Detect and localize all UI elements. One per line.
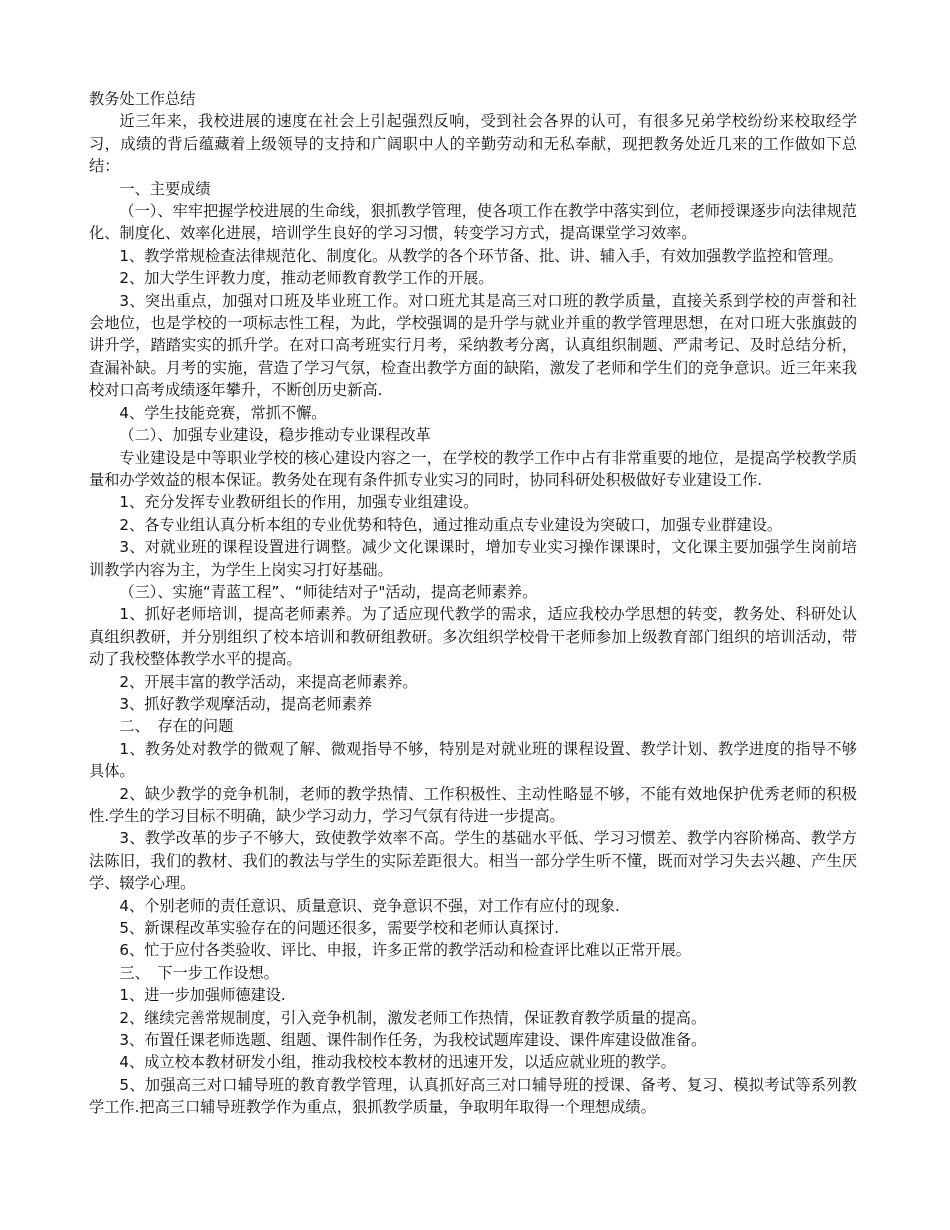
subsection-heading-2: （二）、加强专业建设，稳步推动专业课程改革 [119, 426, 431, 445]
paragraph-professional-construction: 专业建设是中等职业学校的核心建设内容之一，在学校的教学工作中占有非常重要的地位，是提高学校教学质量和办学效益的根本保证。教务处在现有条件抓专业实习的同时，协同科研处积极做好专业建设工作. [89, 448, 857, 489]
subsection-heading-3: （三）、实施“青蓝工程”、“师徒结对子"活动，提高老师素养。 [119, 582, 538, 601]
list-item: 6、忙于应付各类验收、评比、申报，许多正常的教学活动和检查评比难以正常开展。 [119, 941, 691, 960]
list-item: 1、教务处对教学的微观了解、微观指导不够，特别是对就业班的课程设置、教学计划、教学进度的指导不够具体。 [89, 739, 857, 781]
list-item: 2、加大学生评教力度，推动老师教育教学工作的开展。 [119, 269, 494, 288]
document-title: 教务处工作总结 [89, 90, 196, 108]
list-item: 2、开展丰富的教学活动，来提高老师素养。 [119, 672, 418, 691]
list-item: 1、充分发挥专业教研组长的作用，加强专业组建设。 [119, 493, 479, 512]
list-item: 2、缺少教学的竞争机制，老师的教学热情、工作积极性、主动性略显不够，不能有效地保护优秀老师的积极性.学生的学习目标不明确，缺少学习动力，学习气氛有待进一步提高。 [89, 784, 857, 825]
list-item: 1、抓好老师培训，提高老师素养。为了适应现代教学的需求，适应我校办学思想的转变，教务处、科研处认真组织教研，并分别组织了校本培训和教研组教研。多次组织学校骨干老师参加上级教育部门组织的培训活动，带动了我校整体教学水平的提高。 [89, 605, 857, 669]
list-item: 5、加强高三对口辅导班的教育教学管理，认真抓好高三对口辅导班的授课、备考、复习、模拟考试等系列教学工作.把高三口辅导班教学作为重点，狠抓教学质量，争取明年取得一个理想成绩。 [89, 1075, 857, 1117]
list-item: 3、教学改革的步子不够大，致使教学效率不高。学生的基础水平低、学习习惯差、教学内容阶梯高、教学方法陈旧，我们的教材、我们的教法与学生的实际差距很大。相当一部分学生听不懂，既而对学习失去兴趣、产生厌学、辍学心理。 [89, 829, 857, 893]
list-item: 2、继续完善常规制度，引入竞争机制，激发老师工作热情，保证教育教学质量的提高。 [119, 1008, 707, 1027]
section-heading-achievements: 一、主要成绩 [119, 179, 211, 198]
list-item: 4、成立校本教材研发小组，推动我校校本教材的迅速开发，以适应就业班的教学。 [119, 1053, 676, 1072]
paragraph-intro: 近三年来，我校进展的速度在社会上引起强烈反响，受到社会各界的认可，有很多兄弟学校纷纷来校取经学习，成绩的背后蕴藏着上级领导的支持和广阔职中人的辛勤劳动和无私奉献，现把教务处近几来的工作做如下总结： [89, 112, 857, 176]
subsection-heading-1: （一）、牢牢把握学校进展的生命线，狠抓教学管理，使各项工作在教学中落实到位，老师授课逐步向法律规范化、制度化、效率化进展，培训学生良好的学习习惯，转变学习方式，提高课堂学习效率。 [89, 202, 857, 243]
list-item: 3、对就业班的课程设置进行调整。减少文化课课时，增加专业实习操作课课时，文化课主要加强学生岗前培训教学内容为主，为学生上岗实习打好基础。 [89, 538, 857, 579]
list-item: 2、各专业组认真分析本组的专业优势和特色，通过推动重点专业建设为突破口，加强专业群建设。 [119, 515, 783, 534]
list-item: 1、教学常规检查法律规范化、制度化。从教学的各个环节备、批、讲、辅入手，有效加强教学监控和管理。 [119, 246, 843, 265]
list-item: 3、布置任课老师选题、组题、课件制作任务，为我校试题库建设、课件库建设做准备。 [119, 1031, 707, 1050]
section-heading-next-steps: 三、 下一步工作设想。 [119, 963, 279, 982]
list-item: 3、突出重点，加强对口班及毕业班工作。对口班尤其是高三对口班的教学质量，直接关系到学校的声誉和社会地位，也是学校的一项标志性工程，为此，学校强调的是升学与就业并重的教学管理思想，在对口班大张旗鼓的讲升学，踏踏实实的抓升学。在对口高考班实行月考，采纳教考分离，认真组织制题、严肃考记、及时总结分析，查漏补缺。月考的实施，营造了学习气氛，检查出教学方面的缺陷，激发了老师和学生们的竞争意识。近三年来我校对口高考成绩逐年攀升，不断创历史新高. [89, 291, 857, 400]
list-item: 5、新课程改革实验存在的问题还很多，需要学校和老师认真探讨. [119, 919, 560, 938]
list-item: 4、学生技能竞赛，常抓不懈。 [119, 403, 327, 422]
list-item: 4、个别老师的责任意识、质量意识、竞争意识不强，对工作有应付的现象. [119, 896, 620, 915]
list-item: 3、抓好教学观摩活动，提高老师素养 [119, 694, 373, 713]
section-heading-problems: 二、 存在的问题 [119, 717, 234, 736]
list-item: 1、进一步加强师德建设. [119, 986, 286, 1005]
document-page [89, 88, 857, 1119]
